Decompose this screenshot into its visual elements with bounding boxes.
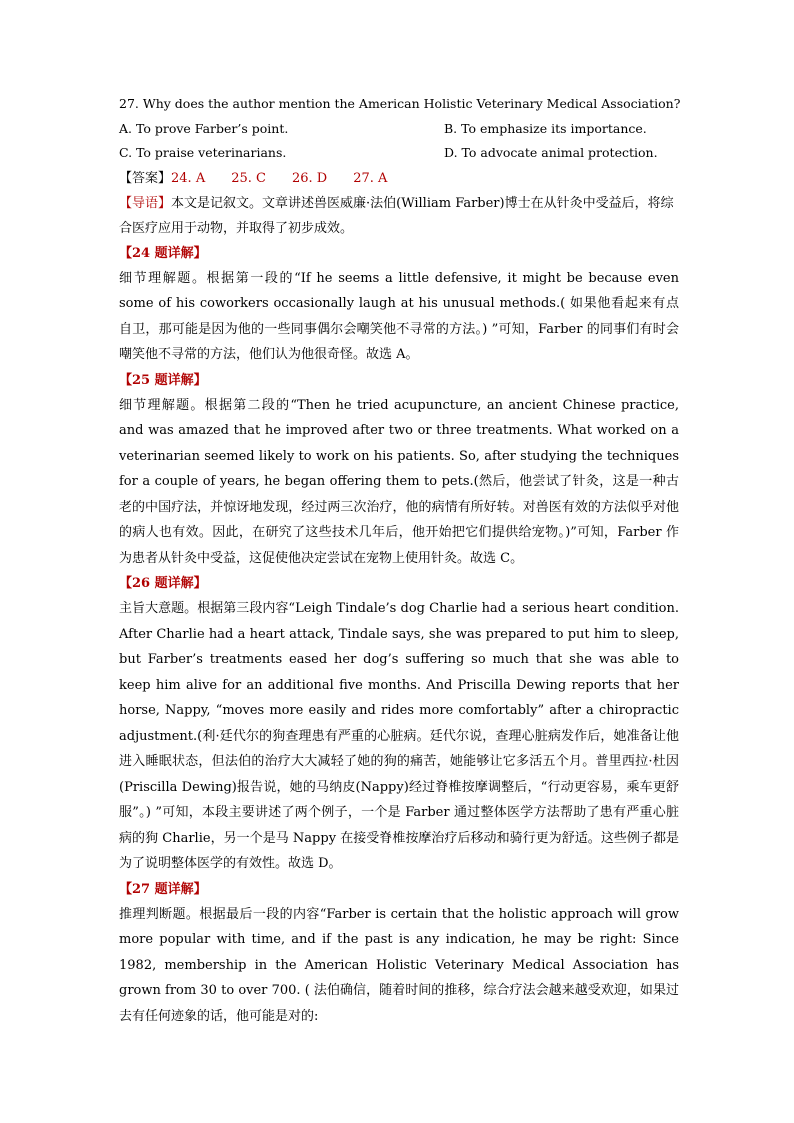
guide-paragraph — [119, 191, 679, 241]
answer-26: 26. D — [291, 170, 328, 186]
section-27-text: 推理判断题。根据最后一段的内容“Farber is certain that the holistic approach will grow more popular with time, and if the past is any indication, he may be right: Since 1982, membership in the American Holistic Veterinary Medical Association has grown from 30 to over 700. ( 法伯确信，随着时间的推移，综合疗法会越来越受欢迎，如果过去有任何迹象的话，他可能是对的: — [119, 906, 679, 1024]
section-25-text: 细节理解题。根据第二段的“Then he tried acupuncture, an ancient Chinese practice, and was amazed that he improved after two or three treatments. What worked on a veterinarian seemed likely to work on his patients. So, after studying the techniques for a couple of years, he began offering them to pets.(然后，他尝试了针灸，这是一种古老的中国疗法，并惊讶地发现，经过两三次治疗，他的病情有所好转。对兽医有效的方法似乎对他的病人也有效。因此，在研究了这些技术几年后，他开始把它们提供给宠物。)”可知，Farber 作为患者从针灸中受益，这促使他决定尝试在宠物上使用针灸。故选 C。 — [119, 397, 679, 566]
option-c: C. To praise veterinarians. — [119, 145, 287, 160]
answer-25: 25. C — [231, 170, 266, 186]
document-content — [119, 92, 679, 1029]
option-b: B. To emphasize its importance. — [444, 120, 647, 136]
guide-text: 本文是记叙文。文章讲述兽医威廉·法伯(William Farber)博士在从针灸中受益后，将综合医疗应用于动物，并取得了初步成效。 — [119, 195, 674, 236]
option-a: A. To prove Farber’s point. — [119, 120, 289, 136]
answer-line — [119, 166, 679, 191]
section-26-heading: 【26 题详解】 — [119, 576, 207, 591]
answer-24: 24. A — [171, 170, 206, 186]
option-d: D. To advocate animal protection. — [444, 145, 658, 160]
question-27-options — [119, 117, 679, 166]
section-24-heading: 【24 题详解】 — [119, 245, 207, 261]
section-26-text: 主旨大意题。根据第三段内容“Leigh Tindale’s dog Charlie had a serious heart condition. After Charlie had a heart attack, Tindale says, she was prepared to put him to sleep, but Farber’s treatments eased her dog’s suffering so much that she was able to keep him alive for an additional five months. And Priscilla Dewing reports that her horse, Nappy, “moves more easily and rides more comfortably” after a chiropractic adjustment.(利·廷代尔的狗查理患有严重的心脏病。廷代尔说，查理心脏病发作后，她准备让他进入睡眠状态，但法伯的治疗大大减轻了她的狗的痛苦，她能够让它多活五个月。普里西拉·杜因(Priscilla Dewing)报告说，她的马纳皮(Nappy)经过脊椎按摩调整后，“行动更容易，乘车更舒服”。) ”可知，本段主要讲述了两个例子，一个是 Farber 通过整体医学方法帮助了患有严重心脏病的狗 Charlie，另一个是马 Nappy 在接受脊椎按摩治疗后移动和骑行更为舒适。这些例子都是为了说明整体医学的有效性。故选 D。 — [119, 601, 679, 871]
answer-27: 27. A — [353, 170, 388, 186]
guide-label: 【导语】 — [119, 195, 172, 211]
section-24-text: 细节理解题。根据第一段的“If he seems a little defensive, it might be because even some of his coworkers occasionally laugh at his unusual methods.( 如果他看起来有点自卫，那可能是因为他的一些同事偶尔会嘲笑他不寻常的方法。) ”可知，Farber 的同事们有时会嘲笑他不寻常的方法，他们认为他很奇怪。故选 A。 — [119, 270, 679, 362]
answer-label: 【答案】 — [119, 170, 172, 186]
section-25-heading: 【25 题详解】 — [119, 372, 207, 388]
question-27-stem: 27. Why does the author mention the American Holistic Veterinary Medical Association? — [119, 96, 681, 111]
section-27-heading: 【27 题详解】 — [119, 881, 207, 897]
